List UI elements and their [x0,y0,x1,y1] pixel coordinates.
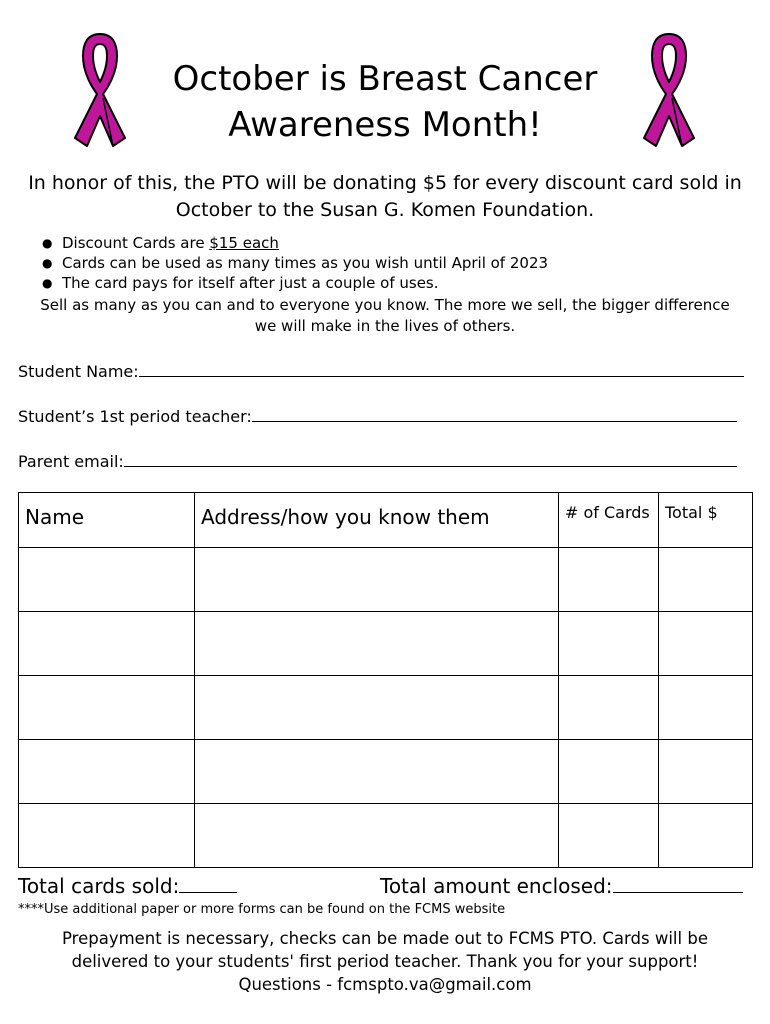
additional-paper-note: ****Use additional paper or more forms can be found on the FCMS website [18,902,506,917]
name-cell[interactable] [19,548,195,612]
name-cell[interactable] [19,804,195,868]
teacher-row [18,407,737,427]
title-line-2: Awareness Month! [228,105,542,145]
bullet-dot-icon: ● [42,236,53,250]
intro-text [10,170,760,224]
col-header-address: Address/how you know them [195,493,559,548]
bullet-text: Cards can be used as many times as you wish until April of 2023 [62,254,549,272]
total-cards-label: Total cards sold: [18,874,180,898]
address-cell[interactable] [195,676,559,740]
student-name-row [18,362,744,382]
sell-line-1: Sell as many as you can and to everyone you know. The more we sell, the bigger difference [40,296,730,314]
name-cell[interactable] [19,612,195,676]
name-cell[interactable] [19,740,195,804]
teacher-field[interactable] [252,407,737,422]
table-row [19,612,753,676]
bullet-dot-icon: ● [42,256,53,270]
cards-cell[interactable] [559,548,659,612]
name-cell[interactable] [19,676,195,740]
col-header-name: Name [19,493,195,548]
table-row [19,676,753,740]
footer-contact: Questions - fcmspto.va@gmail.com [238,975,532,994]
pink-ribbon-icon [636,28,702,152]
parent-email-row [18,452,737,472]
sell-paragraph [14,295,756,337]
col-header-total: Total $ [659,493,753,548]
sell-line-2: we will make in the lives of others. [254,317,516,335]
total-cell[interactable] [659,676,753,740]
bullet-item [42,273,548,293]
bullet-item [42,233,548,253]
address-cell[interactable] [195,804,559,868]
price-text: $15 each [209,234,279,252]
address-cell[interactable] [195,548,559,612]
total-amount-row [380,872,743,900]
student-name-label: Student Name: [18,362,139,381]
cards-cell[interactable] [559,740,659,804]
cards-cell[interactable] [559,676,659,740]
parent-email-field[interactable] [124,452,737,467]
total-cell[interactable] [659,548,753,612]
total-amount-field[interactable] [613,874,743,893]
sales-table [18,492,753,868]
bullet-dot-icon: ● [42,276,53,290]
footer-line-2: delivered to your students' first period teacher. Thank you for your support! [71,952,699,971]
cards-cell[interactable] [559,612,659,676]
total-cards-row [18,872,237,900]
bullet-text: Discount Cards are [62,234,210,252]
intro-line-1: In honor of this, the PTO will be donating $5 for every discount card sold in [28,172,742,194]
intro-line-2: October to the Susan G. Komen Foundation. [175,199,595,221]
table-row [19,740,753,804]
total-amount-label: Total amount enclosed: [380,874,613,898]
footer-line-1: Prepayment is necessary, checks can be made out to FCMS PTO. Cards will be [62,929,708,948]
footer-text [10,927,760,996]
total-cards-field[interactable] [179,874,237,893]
table-header-row [19,493,753,548]
pink-ribbon-icon [67,28,133,152]
bullet-text: The card pays for itself after just a couple of uses. [62,274,439,292]
address-cell[interactable] [195,612,559,676]
table-row [19,804,753,868]
col-header-cards: # of Cards [559,493,659,548]
bullet-item [42,253,548,273]
parent-email-label: Parent email: [18,452,124,471]
table-row [19,548,753,612]
total-cell[interactable] [659,740,753,804]
teacher-label: Student’s 1st period teacher: [18,407,252,426]
total-cell[interactable] [659,612,753,676]
address-cell[interactable] [195,740,559,804]
page-title [150,56,620,148]
title-line-1: October is Breast Cancer [172,59,598,99]
cards-cell[interactable] [559,804,659,868]
student-name-field[interactable] [139,362,744,377]
info-bullets [42,233,548,293]
total-cell[interactable] [659,804,753,868]
